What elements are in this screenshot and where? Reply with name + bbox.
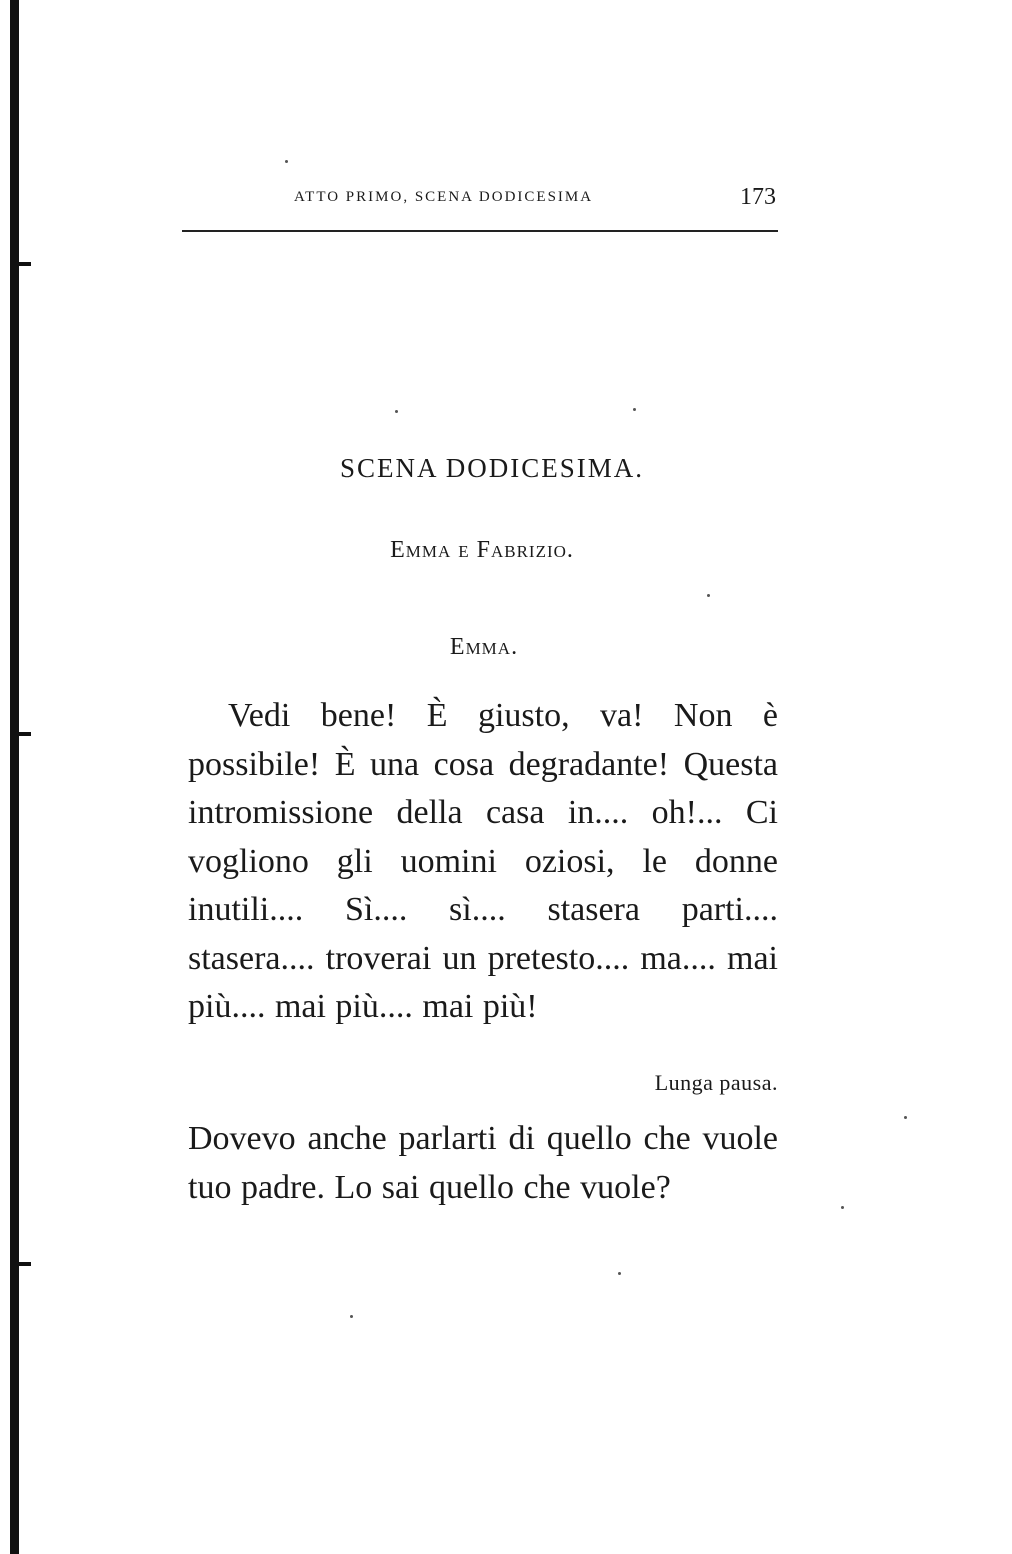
- speaker-name: Emma.: [449, 634, 519, 660]
- paper-speck: [841, 1206, 844, 1209]
- stage-direction: Lunga pausa.: [654, 1070, 778, 1095]
- speech-paragraph: Vedi bene! È giusto, va! Non è possibile! È una cosa degradante! Questa intromissione della casa in.... oh!... Ci vogliono gli uomini oziosi, le donne inutili.... Sì.... sì.... stasera parti.... stasera.... troverai un pretesto.... ma.... mai più.... mai più.... mai più!: [188, 697, 778, 1025]
- page-number: 173: [740, 184, 776, 210]
- paper-speck: [285, 160, 288, 163]
- page-binding-edge: [10, 0, 19, 1554]
- paper-speck: [707, 594, 710, 597]
- binding-notch: [17, 1262, 31, 1266]
- scene-characters: Emma e Fabrizio.: [390, 537, 574, 563]
- paper-speck: [904, 1116, 907, 1119]
- running-header: [182, 186, 778, 216]
- running-title: ATTO PRIMO, SCENA DODICESIMA: [294, 189, 594, 205]
- paper-speck: [350, 1315, 353, 1318]
- paper-speck: [633, 408, 636, 411]
- header-rule: [182, 230, 778, 232]
- scene-title: SCENA DODICESIMA.: [339, 453, 645, 483]
- paper-speck: [618, 1272, 621, 1275]
- binding-notch: [17, 262, 31, 266]
- paper-speck: [395, 410, 398, 413]
- speech-paragraph: Dovevo anche parlarti di quello che vuole tuo padre. Lo sai quello che vuole?: [188, 1120, 778, 1206]
- binding-notch: [17, 732, 31, 736]
